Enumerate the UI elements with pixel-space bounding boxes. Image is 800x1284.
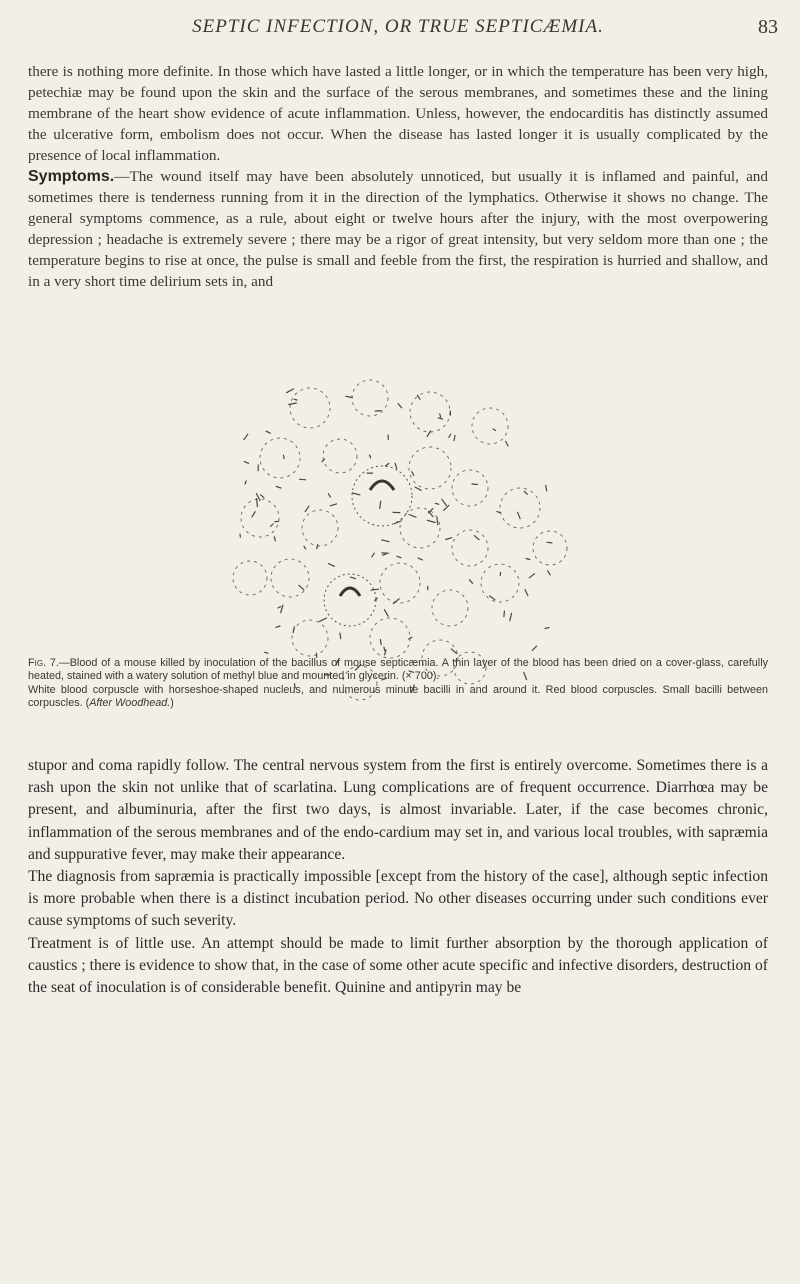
bacillus <box>409 637 412 639</box>
caption-line-2 <box>28 684 768 711</box>
bacillus <box>504 611 505 617</box>
bacillus <box>380 501 381 508</box>
paragraph-treatment: Treatment is of little use. An attempt should be made to limit further absorption by the thorough application of caustics ; there is evidence to show that, in the case of some other acute specific and infective disorders, destruction of the seat of inoculation is of considerable benefit. Quinine and antipyrin may be <box>28 934 768 997</box>
bacillus <box>446 538 452 540</box>
bacillus <box>412 472 414 476</box>
bacillus <box>319 618 326 621</box>
bacillus <box>299 585 304 589</box>
bacillus <box>370 455 371 458</box>
figure-caption <box>28 657 768 711</box>
bacillus <box>261 495 264 498</box>
bacillus <box>330 504 336 506</box>
white-blood-corpuscle-lower <box>324 574 376 626</box>
symptoms-text: —The wound itself may have been absolutely unnoticed, but usually it is inflamed and painful, and sometimes there is tenderness running from it in the direction of the lymphatics. Otherwise it shows no change. The general symptoms commence, as a rule, about eight or twelve hours after the injury, with the most overpowering depression ; headache is extremely severe ; there may be a rigor of great intensity, but very seldom more than one ; the temperature begins to rise at once, the pulse is small and feeble from the first, the respiration is hurried and shallow, and in a very short time delirium sets in, and <box>28 168 768 290</box>
red-corpuscle <box>400 508 440 548</box>
bacillus <box>380 640 381 645</box>
red-corpuscle <box>370 618 410 658</box>
bacillus <box>305 506 309 512</box>
bacilli-between-corpuscles <box>240 389 552 692</box>
paragraph-pathology: there is nothing more definite. In those which have lasted a little longer, or in which the temperature has been very high, petechiæ may be found upon the skin and the surface of the serous membranes, and sometimes these and the lining membrane of the heart show evidence of acute inflammation. Unless, however, the endocarditis has distinctly assumed the ulcerative form, embolism does not occur. When the disease has lasted longer it is usually complicated by the presence of local inflammation. <box>28 63 768 164</box>
paragraph-symptoms <box>28 166 768 292</box>
red-corpuscle <box>352 380 388 416</box>
bacillus <box>340 633 341 639</box>
red-corpuscle <box>290 388 330 428</box>
red-corpuscle <box>323 439 357 473</box>
white-blood-corpuscle <box>352 466 412 526</box>
bacillus <box>474 536 479 540</box>
body-text-bottom <box>28 755 768 999</box>
bacillus <box>252 512 255 517</box>
red-corpuscle <box>410 392 450 432</box>
bacillus <box>384 647 385 650</box>
bacillus <box>384 610 388 617</box>
bacillus <box>546 486 547 491</box>
bacillus <box>398 404 402 408</box>
bacillus <box>278 607 281 609</box>
bacillus <box>346 396 353 397</box>
bacillus <box>350 577 355 579</box>
red-corpuscle <box>292 620 328 656</box>
bacillus <box>442 499 447 505</box>
red-corpuscle <box>409 447 451 489</box>
bacillus <box>529 574 534 578</box>
bacillus <box>375 411 381 412</box>
bacillus <box>510 613 512 620</box>
white-corpuscle-outline <box>352 466 412 526</box>
paragraph-diagnosis: The diagnosis from sapræmia is practically impossible [except from the history of the case], although septic infection is more probable when there is a distinct incubation period. No other diseases occurring under such conditions ever cause symptoms of such severity. <box>28 868 768 930</box>
bacillus <box>547 542 552 543</box>
bacillus <box>257 499 258 507</box>
bacillus <box>493 429 496 431</box>
bacillus <box>353 493 360 495</box>
bacillus <box>271 524 273 526</box>
caption-description: —Blood of a mouse killed by inoculation of the bacillus of mouse septicæmia. A thin layer of the blood has been dried on a cover-glass, carefully heated, stained with a watery solution of methyl blue and mounted in glycerin. (× 700). <box>28 657 768 683</box>
bacillus <box>526 559 530 560</box>
bacillus <box>245 481 246 484</box>
bacillus <box>525 590 528 596</box>
bacillus <box>418 395 421 399</box>
bacillus <box>490 596 495 600</box>
bacillus <box>409 515 416 518</box>
bacillus <box>274 537 275 541</box>
page-header <box>0 16 800 46</box>
body-text-top <box>28 61 768 292</box>
bacillus <box>386 463 389 466</box>
bacillus <box>287 389 294 393</box>
bacillus <box>300 479 306 480</box>
bacillus <box>328 564 334 567</box>
bacillus <box>440 414 441 417</box>
red-corpuscle <box>533 531 567 565</box>
bacillus <box>454 435 455 440</box>
bacillus <box>415 487 421 490</box>
bacillus <box>545 628 549 629</box>
bacillus <box>382 540 389 542</box>
horseshoe-nucleus-lower <box>340 588 360 596</box>
bacillus <box>472 484 477 485</box>
bacillus <box>469 580 472 584</box>
red-corpuscle <box>271 559 309 597</box>
white-corpuscle-outline-lower <box>324 574 376 626</box>
red-corpuscle <box>241 499 279 537</box>
page-number: 83 <box>758 16 778 38</box>
bacillus <box>418 558 423 560</box>
caption-legend: White blood corpuscle with horseshoe-shaped nucleus, and numerous minute bacilli in and around it. Red blood corpuscles. Small bacilli between corpuscles. ( <box>28 683 768 710</box>
bacillus <box>265 652 268 653</box>
bacillus <box>275 521 279 522</box>
bacillus <box>328 494 330 497</box>
bacillus <box>289 403 297 405</box>
bacillus <box>372 553 374 557</box>
bacillus <box>427 431 431 437</box>
figure-label: Fig. 7. <box>28 657 59 669</box>
bacillus <box>524 491 527 494</box>
red-corpuscle <box>380 563 420 603</box>
caption-line-1 <box>28 657 768 684</box>
red-corpuscle <box>432 590 468 626</box>
bacillus <box>276 626 280 627</box>
bacillus <box>444 505 449 510</box>
bacillus <box>506 442 508 447</box>
bacillus <box>427 520 435 522</box>
red-corpuscle <box>302 510 338 546</box>
bacillus <box>371 589 378 590</box>
bacillus <box>518 512 521 518</box>
red-corpuscle <box>481 564 519 602</box>
symptoms-heading: Symptoms. <box>28 168 115 185</box>
bacillus <box>437 517 438 524</box>
bacillus <box>449 434 451 437</box>
bacillus <box>304 546 306 549</box>
bacillus <box>548 571 550 575</box>
bacillus <box>276 486 281 488</box>
bacillus <box>438 418 442 419</box>
bacillus <box>284 455 285 458</box>
bacillus <box>395 463 397 468</box>
paragraph-stupor: stupor and coma rapidly follow. The central nervous system from the first is entirely overcome. Sometimes there is a rash upon the skin not unlike that of scarlatina. Lung complications are of frequent occurrence. Diarrhœa may be present, and albuminuria, after the first two days, is almost invariable. Later, if the case becomes chronic, inflammation of the serous membranes and of the endo-cardium may set in, and various local troubles, with sapræmia and suppurative fever, may make their appearance. <box>28 757 768 863</box>
bacillus <box>451 649 456 654</box>
bacillus <box>244 462 248 464</box>
bacillus <box>397 556 401 558</box>
bacillus <box>383 554 386 555</box>
red-corpuscle <box>472 408 508 444</box>
red-blood-corpuscles <box>233 380 567 700</box>
red-corpuscle <box>452 530 488 566</box>
red-corpuscle <box>233 561 267 595</box>
bacillus <box>293 627 294 633</box>
caption-credit: After Woodhead. <box>89 697 171 710</box>
red-corpuscle <box>500 488 540 528</box>
red-corpuscle <box>260 438 300 478</box>
bacillus <box>435 503 439 504</box>
horseshoe-nucleus <box>370 481 394 490</box>
running-head: SEPTIC INFECTION, OR TRUE SEPTICÆMIA. <box>192 16 604 37</box>
bacillus <box>294 399 297 400</box>
caption-close: ) <box>170 697 174 710</box>
red-corpuscle <box>452 470 488 506</box>
bacillus <box>532 646 536 650</box>
bacillus <box>244 434 248 439</box>
bacillus <box>266 431 270 433</box>
bacillus <box>317 545 318 549</box>
